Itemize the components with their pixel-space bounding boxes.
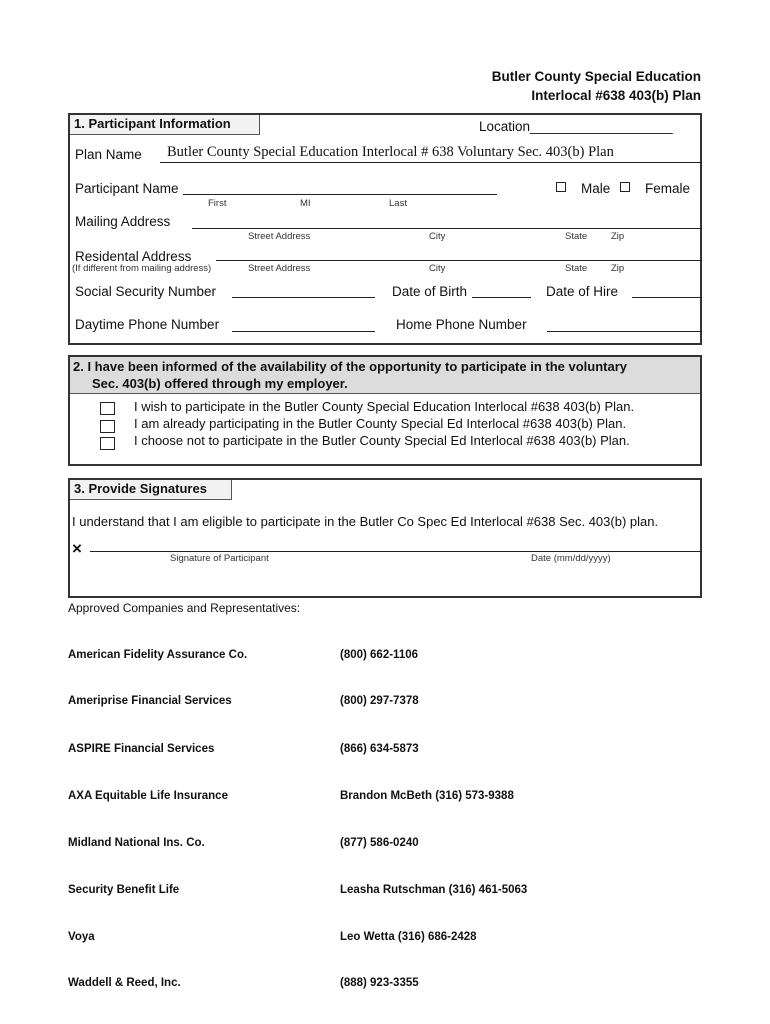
- residential-address-label: Residental Address: [75, 249, 192, 264]
- company-name: Voya: [68, 931, 95, 943]
- section3-heading: 3. Provide Signatures: [70, 480, 232, 500]
- company-name: Midland National Ins. Co.: [68, 837, 205, 849]
- company-name: Security Benefit Life: [68, 884, 180, 896]
- date-caption: Date (mm/dd/yyyy): [531, 553, 611, 564]
- company-name: AXA Equitable Life Insurance: [68, 790, 228, 802]
- eligibility-statement: I understand that I am eligible to participate in the Butler Co Spec Ed Interlocal #638 Sec. 403(b) plan.: [72, 514, 659, 529]
- dob-label: Date of Birth: [392, 284, 468, 299]
- option-already-label: I am already participating in the Butler County Special Ed Interlocal #638 403(b) Plan.: [134, 416, 627, 431]
- doh-field[interactable]: [632, 297, 702, 298]
- residential-zip-caption: Zip: [611, 263, 625, 274]
- company-contact: Leasha Rutschman (316) 461-5063: [340, 884, 528, 896]
- male-label: Male: [581, 181, 611, 196]
- mailing-zip-caption: Zip: [611, 231, 625, 242]
- female-label: Female: [645, 181, 691, 196]
- signature-caption: Signature of Participant: [170, 553, 269, 564]
- daytime-phone-field[interactable]: [232, 331, 375, 332]
- section2-heading-line2: Sec. 403(b) offered through my employer.: [92, 376, 348, 391]
- company-contact: (800) 662-1106: [340, 649, 419, 661]
- mailing-street-caption: Street Address: [248, 231, 311, 242]
- home-phone-label: Home Phone Number: [396, 317, 527, 332]
- company-name: Ameriprise Financial Services: [68, 695, 232, 707]
- company-contact: (888) 923-3355: [340, 977, 419, 989]
- company-name: American Fidelity Assurance Co.: [68, 649, 248, 661]
- company-name: ASPIRE Financial Services: [68, 743, 215, 755]
- name-first-caption: First: [208, 198, 227, 209]
- mailing-address-label: Mailing Address: [75, 214, 171, 229]
- company-contact: (800) 297-7378: [340, 695, 419, 707]
- name-last-caption: Last: [389, 198, 407, 209]
- residential-state-caption: State: [565, 263, 588, 274]
- mailing-state-caption: State: [565, 231, 588, 242]
- ssn-field[interactable]: [232, 297, 375, 298]
- participant-name-field[interactable]: [183, 194, 497, 195]
- option-participate-label: I wish to participate in the Butler County Special Education Interlocal #638 403(b) Plan.: [134, 399, 635, 414]
- option-participate-checkbox[interactable]: [100, 402, 115, 415]
- mailing-city-caption: City: [429, 231, 446, 242]
- location-field[interactable]: Location___________________: [479, 119, 673, 134]
- section1-heading: 1. Participant Information: [70, 115, 260, 135]
- company-contact: Brandon McBeth (316) 573-9388: [340, 790, 514, 802]
- signature-x-icon: ×: [72, 539, 82, 558]
- company-contact: (866) 634-5873: [340, 743, 419, 755]
- form-title-line2: Interlocal #638 403(b) Plan: [531, 88, 701, 103]
- plan-name-value: Butler County Special Education Interlocal # 638 Voluntary Sec. 403(b) Plan: [167, 144, 614, 160]
- option-decline-label: I choose not to participate in the Butler County Special Ed Interlocal #638 403(b) Plan.: [134, 433, 630, 448]
- mailing-address-field[interactable]: [192, 228, 702, 229]
- form-title-line1: Butler County Special Education: [491, 69, 701, 84]
- option-decline-checkbox[interactable]: [100, 437, 115, 450]
- signature-section: [68, 478, 702, 598]
- daytime-phone-label: Daytime Phone Number: [75, 317, 220, 332]
- residential-city-caption: City: [429, 263, 446, 274]
- company-contact: Leo Wetta (316) 686-2428: [340, 931, 477, 943]
- participant-name-label: Participant Name: [75, 181, 179, 196]
- home-phone-field[interactable]: [547, 331, 702, 332]
- company-name: Waddell & Reed, Inc.: [68, 977, 181, 989]
- male-checkbox[interactable]: [556, 182, 566, 192]
- residential-address-field[interactable]: [216, 260, 702, 261]
- doh-label: Date of Hire: [546, 284, 619, 299]
- dob-field[interactable]: [472, 297, 531, 298]
- residential-note: (If different from mailing address): [72, 263, 212, 274]
- ssn-label: Social Security Number: [75, 284, 217, 299]
- companies-heading: Approved Companies and Representatives:: [68, 601, 301, 615]
- signature-field[interactable]: [90, 551, 702, 552]
- section2-heading-line1: 2. I have been informed of the availability of the opportunity to participate in the voluntary: [73, 359, 628, 374]
- residential-street-caption: Street Address: [248, 263, 311, 274]
- name-mi-caption: MI: [300, 198, 311, 209]
- company-contact: (877) 586-0240: [340, 837, 419, 849]
- plan-name-label: Plan Name: [75, 147, 142, 162]
- female-checkbox[interactable]: [620, 182, 630, 192]
- plan-name-underline: [160, 162, 702, 163]
- option-already-checkbox[interactable]: [100, 420, 115, 433]
